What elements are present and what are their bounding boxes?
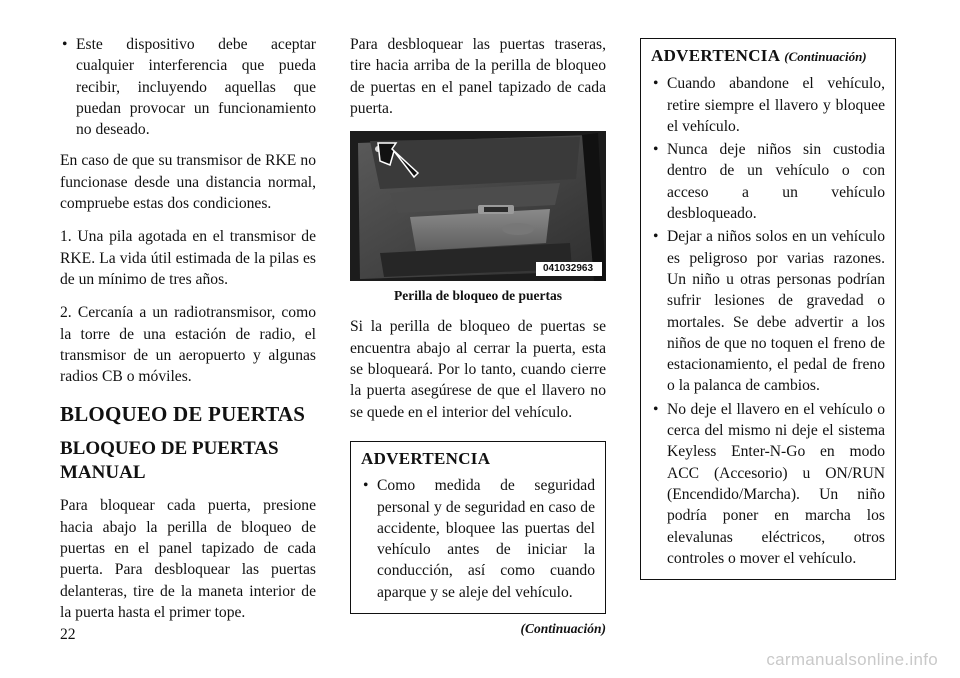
column-middle	[350, 34, 606, 639]
paragraph-manual-lock: Para bloquear cada puerta, presione hacia abajo la perilla de bloqueo de puertas en el panel tapizado de cada puerta. Para desbloquear las puertas delanteras, tire de la maneta interior de la puerta hasta el primer tope.	[60, 497, 316, 621]
list-item: • Cuando abandone el vehículo, retire siempre el llavero y bloquee el vehículo.	[651, 73, 885, 137]
column-right	[640, 34, 896, 580]
list-item: • No deje el llavero en el vehículo o cerca del mismo ni deje el sistema Keyless Enter-N-Go en modo ACC (Accesorio) u ON/RUN (Encendido/Marcha). Un niño podría poner en marcha los elevalunas eléctricos, otros controles o mover el vehículo.	[651, 399, 885, 569]
subsection-title: BLOQUEO DE PUERTAS MANUAL	[60, 438, 279, 484]
paragraph-radio: 2. Cercanía a un radiotransmisor, como la torre de una estación de radio, el transmisor de un aeropuerto y algunas radios CB o móviles.	[60, 304, 316, 386]
door-panel-illustration	[350, 131, 606, 281]
paragraph-rear-unlock: Para desbloquear las puertas traseras, tire hacia arriba de la perilla de bloqueo de puertas en el panel tapizado de cada puerta.	[350, 36, 606, 117]
list-item: • Este dispositivo debe aceptar cualquier interferencia que pueda recibir, incluyendo aquellas que puedan provocar un funcionamiento no deseado.	[60, 34, 316, 140]
warning-list	[361, 475, 595, 603]
page-number: 22	[60, 626, 76, 643]
warning-title-text: ADVERTENCIA	[651, 46, 781, 65]
paragraph-battery: 1. Una pila agotada en el transmisor de RKE. La vida útil estimada de la pilas es de un mínimo de tres años.	[60, 228, 316, 288]
image-code-label: 041032963	[542, 263, 594, 275]
warning-list	[651, 73, 885, 569]
warning-title	[651, 45, 885, 67]
warning-box-continued	[640, 38, 896, 580]
paragraph-lock-on-close: Si la perilla de bloqueo de puertas se encuentra abajo al cerrar la puerta, esta se bloqueará. Por lo tanto, cuando cierre la puerta asegúrese de que el llavero no se quede en el interior del vehículo.	[350, 318, 606, 421]
warning-continued-label: (Continuación)	[784, 49, 867, 64]
door-lock-photo	[350, 131, 606, 281]
paragraph-rke-distance: En caso de que su transmisor de RKE no funcionase desde una distancia normal, compruebe estas dos condiciones.	[60, 152, 316, 213]
list-item: • Nunca deje niños sin custodia dentro de un vehículo o con acceso a un vehículo desbloqueado.	[651, 139, 885, 224]
watermark: carmanualsonline.info	[766, 650, 938, 669]
bullet-list	[60, 34, 316, 140]
warning-box	[350, 441, 606, 614]
list-item: • Como medida de seguridad personal y de seguridad en caso de accidente, bloquee las puertas del vehículo antes de iniciar la conducción, así como cuando aparque y se aleje del vehículo.	[361, 475, 595, 603]
continued-label: (Continuación)	[520, 621, 606, 637]
section-title: BLOQUEO DE PUERTAS	[60, 402, 306, 427]
column-left	[60, 34, 316, 635]
image-caption: Perilla de bloqueo de puertas	[394, 288, 562, 304]
warning-title: ADVERTENCIA	[361, 448, 491, 468]
list-item: • Dejar a niños solos en un vehículo es peligroso por varias razones. Un niño u otras personas podrían sufrir lesiones de gravedad o mortales. Se debe advertir a los niños de que no toquen el freno de estacionamiento, el pedal de freno o la palanca de cambios.	[651, 226, 885, 396]
